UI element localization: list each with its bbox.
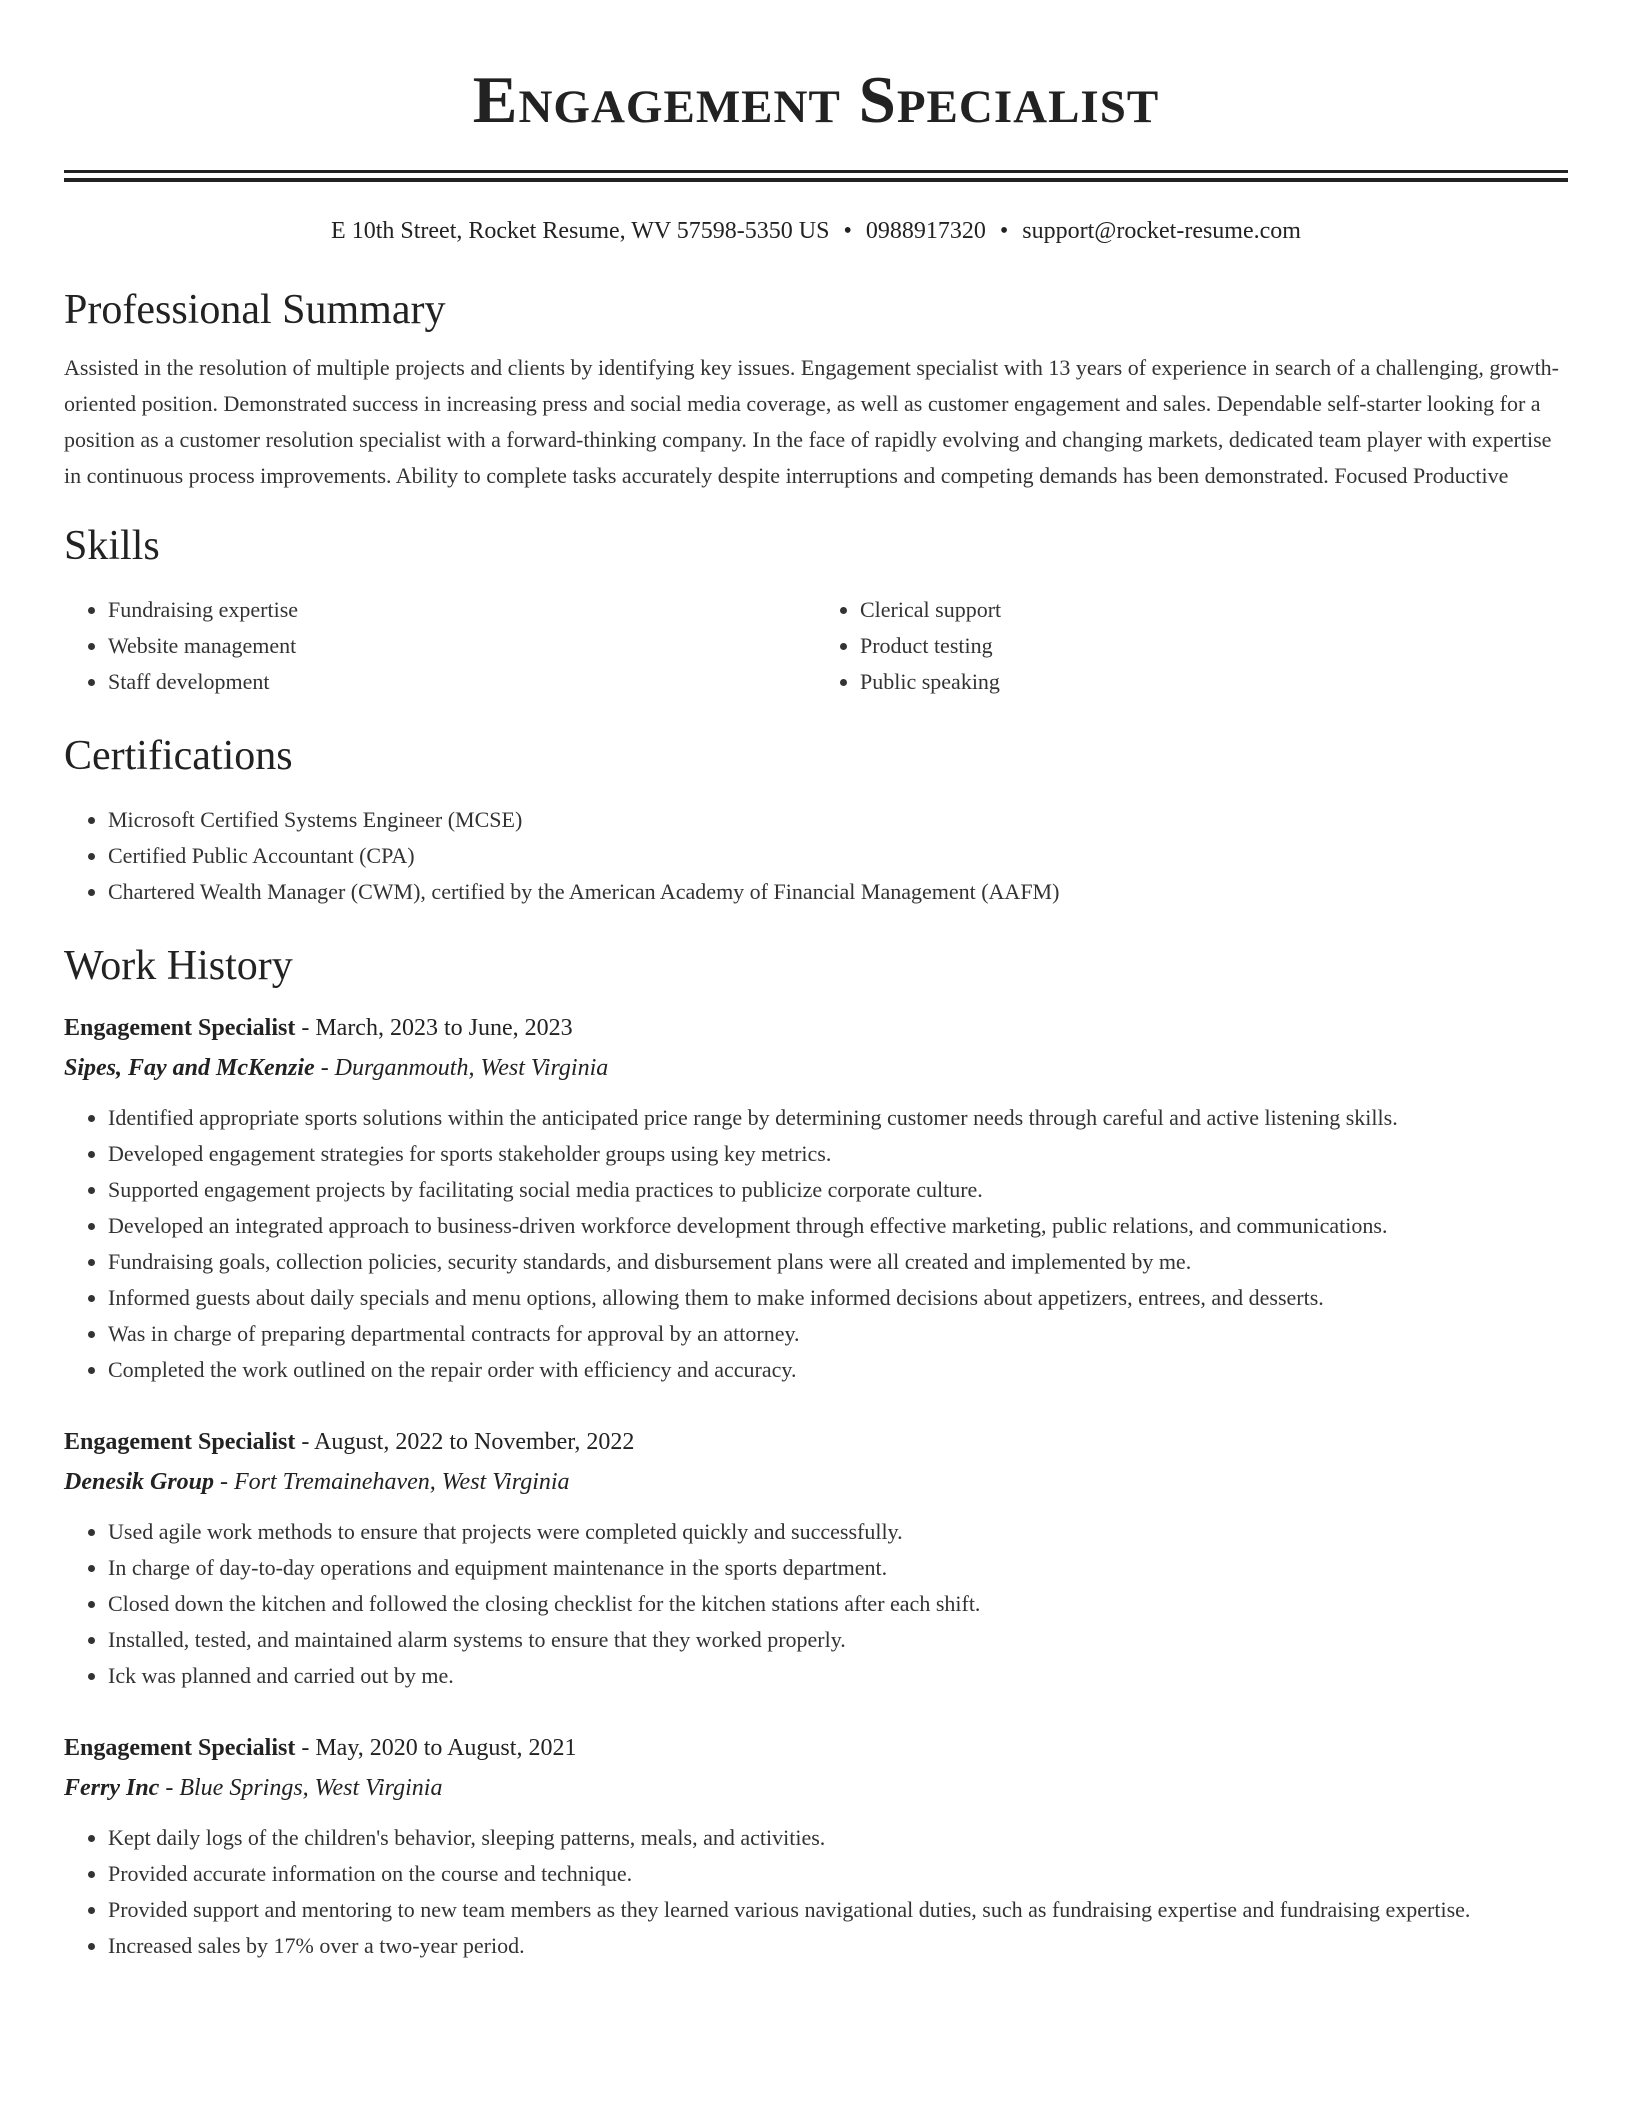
contact-separator: • xyxy=(999,218,1009,244)
candidate-name: Engagement Specialist xyxy=(472,63,1160,137)
job-bullet: • Was in charge of preparing departmental contracts for approval by an attorney. xyxy=(108,1316,1568,1352)
job-role: Engagement Specialist xyxy=(64,1735,296,1761)
summary-heading: Professional Summary xyxy=(64,287,446,333)
job-bullet: • Fundraising goals, collection policies, security standards, and disbursement plans were all created and implemented by me. xyxy=(108,1244,1568,1280)
job-entry xyxy=(64,1008,1568,1388)
contact-address: E 10th Street, Rocket Resume, WV 57598-5350 US xyxy=(331,218,830,244)
job-role: Engagement Specialist xyxy=(64,1015,296,1041)
job-bullets xyxy=(64,1514,1568,1694)
certification-item: • Microsoft Certified Systems Engineer (MCSE) xyxy=(108,802,1568,838)
job-dates: - May, 2020 to August, 2021 xyxy=(295,1735,577,1761)
job-bullet: • Provided support and mentoring to new team members as they learned various navigational duties, such as fundraising expertise and fundraising expertise. xyxy=(108,1892,1568,1928)
job-bullet: • Closed down the kitchen and followed the closing checklist for the kitchen stations after each shift. xyxy=(108,1586,1568,1622)
skills-list-left xyxy=(64,592,816,700)
job-company-line xyxy=(64,1048,1568,1088)
job-bullet: • Completed the work outlined on the repair order with efficiency and accuracy. xyxy=(108,1352,1568,1388)
skill-item: • Website management xyxy=(108,628,816,664)
job-bullets xyxy=(64,1100,1568,1388)
skill-item: • Clerical support xyxy=(860,592,1568,628)
job-bullet: • Used agile work methods to ensure that projects were completed quickly and successfully. xyxy=(108,1514,1568,1550)
contact-line xyxy=(64,216,1568,246)
skill-item: • Staff development xyxy=(108,664,816,700)
job-location: - Durganmouth, West Virginia xyxy=(314,1055,609,1081)
certifications-heading: Certifications xyxy=(64,733,293,779)
certification-item: • Chartered Wealth Manager (CWM), certified by the American Academy of Financial Management (AAFM) xyxy=(108,874,1568,910)
job-company: Denesik Group xyxy=(64,1469,215,1495)
job-company-line xyxy=(64,1462,1568,1502)
certification-item: • Certified Public Accountant (CPA) xyxy=(108,838,1568,874)
contact-phone: 0988917320 xyxy=(865,218,986,244)
job-bullet: • Identified appropriate sports solutions within the anticipated price range by determining customer needs through careful and active listening skills. xyxy=(108,1100,1568,1136)
job-location: - Fort Tremainehaven, West Virginia xyxy=(214,1469,570,1495)
job-bullet: • Informed guests about daily specials and menu options, allowing them to make informed decisions about appetizers, entrees, and desserts. xyxy=(108,1280,1568,1316)
contact-separator: • xyxy=(843,218,852,244)
skill-item: • Fundraising expertise xyxy=(108,592,816,628)
job-title-line xyxy=(64,1728,1568,1768)
skill-item: • Product testing xyxy=(860,628,1568,664)
work-history-heading: Work History xyxy=(64,943,293,989)
certifications-list xyxy=(64,802,1568,910)
job-bullet: • Developed an integrated approach to business-driven workforce development through effective marketing, public relations, and communications. xyxy=(108,1208,1568,1244)
job-bullet: • Supported engagement projects by facilitating social media practices to publicize corporate culture. xyxy=(108,1172,1568,1208)
job-title-line xyxy=(64,1008,1568,1048)
job-title-line xyxy=(64,1422,1568,1462)
job-company: Sipes, Fay and McKenzie xyxy=(64,1055,315,1081)
summary-text: Assisted in the resolution of multiple projects and clients by identifying key issues. Engagement specialist with 13 years of experience in search of a challenging, growth-oriented position. Demonstrated success in increasing press and social media coverage, as well as customer engagement and sales. Dependable self-starter looking for a position as a customer resolution specialist with a forward-thinking company. In the face of rapidly evolving and changing markets, dedicated team player with expertise in continuous process improvements. Ability to complete tasks accurately despite interruptions and competing demands has been demonstrated. Focused Productive xyxy=(64,355,1560,488)
job-entry xyxy=(64,1728,1568,1964)
job-bullet: • In charge of day-to-day operations and equipment maintenance in the sports department. xyxy=(108,1550,1568,1586)
job-location: - Blue Springs, West Virginia xyxy=(159,1775,443,1801)
skill-item: • Public speaking xyxy=(860,664,1568,700)
contact-email: support@rocket-resume.com xyxy=(1022,218,1301,244)
skills-grid xyxy=(64,592,1568,700)
job-role: Engagement Specialist xyxy=(64,1429,296,1455)
job-company: Ferry Inc xyxy=(64,1775,160,1801)
job-bullet: • Installed, tested, and maintained alarm systems to ensure that they worked properly. xyxy=(108,1622,1568,1658)
job-bullet: • Increased sales by 17% over a two-year period. xyxy=(108,1928,1568,1964)
skills-list-right xyxy=(816,592,1568,700)
job-bullet: • Provided accurate information on the course and technique. xyxy=(108,1856,1568,1892)
header-double-rule xyxy=(64,170,1568,182)
job-company-line xyxy=(64,1768,1568,1808)
job-bullet: • Developed engagement strategies for sports stakeholder groups using key metrics. xyxy=(108,1136,1568,1172)
job-dates: - August, 2022 to November, 2022 xyxy=(295,1429,635,1455)
job-dates: - March, 2023 to June, 2023 xyxy=(295,1015,573,1041)
skills-heading: Skills xyxy=(64,523,160,569)
job-bullets xyxy=(64,1820,1568,1964)
job-bullet: • Kept daily logs of the children's behavior, sleeping patterns, meals, and activities. xyxy=(108,1820,1568,1856)
job-bullet: • Ick was planned and carried out by me. xyxy=(108,1658,1568,1694)
job-entry xyxy=(64,1422,1568,1694)
